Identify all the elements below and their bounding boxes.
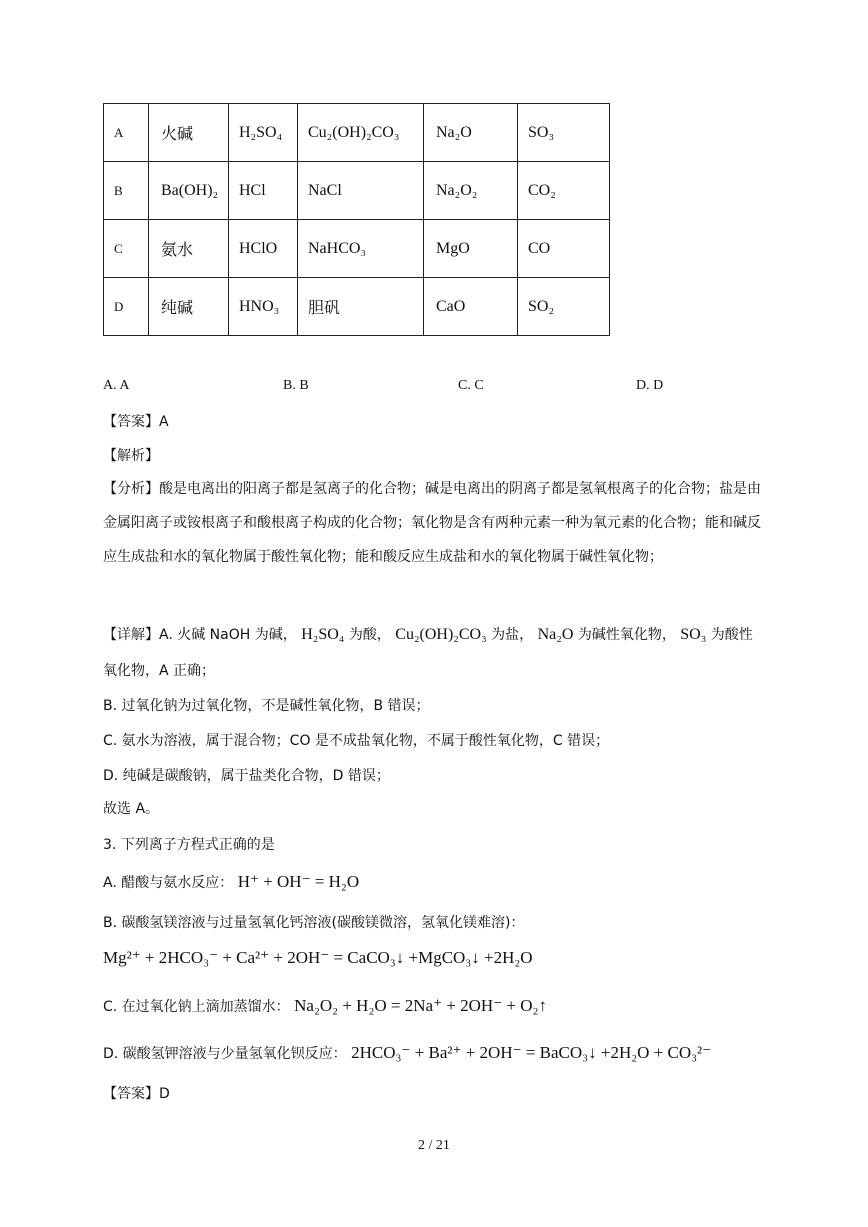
table-cell-c1: 火碱: [149, 104, 229, 162]
choice-a: A. A: [103, 378, 130, 393]
table-cell-c4: MgO: [424, 220, 518, 278]
q3-option-b-text: B. 碳酸氢镁溶液与过量氢氧化钙溶液(碳酸镁微溶，氢氧化镁难溶)：: [103, 915, 525, 931]
table-cell-c4: Na₂O: [424, 104, 518, 162]
table-cell-c5: CO₂: [518, 162, 610, 220]
table-cell-c1: 纯碱: [149, 278, 229, 336]
table-cell-label: D: [104, 278, 149, 336]
answer-choices: [103, 378, 703, 398]
formula-so3: SO₃: [680, 626, 707, 643]
table-cell-c2: HCl: [229, 162, 298, 220]
q2-detail-d: D. 纯碱是碳酸钠，属于盐类化合物，D 错误；: [103, 768, 390, 784]
detail-text: 为酸性: [710, 627, 753, 643]
table-cell-c2: HNO₃: [229, 278, 298, 336]
table-cell-c5: SO₂: [518, 278, 610, 336]
q3-b-equation: Mg²⁺ + 2HCO₃⁻ + Ca²⁺ + 2OH⁻ = CaCO₃↓ +MgCO₃↓ +2H₂O: [103, 948, 533, 967]
page-number: 2 / 21: [418, 1138, 450, 1153]
detail-text: 【详解】A. 火碱 NaOH 为碱，: [103, 627, 297, 643]
formula-h2so4: H₂SO₄: [301, 626, 345, 643]
q2-analysis-heading: 【解析】: [103, 448, 159, 464]
table-cell-c5: SO₃: [518, 104, 610, 162]
detail-text: 为盐，: [491, 627, 534, 643]
q2-answer: 【答案】A: [103, 414, 169, 430]
formula-na2o: Na₂O: [537, 626, 574, 643]
table-row: [104, 104, 610, 162]
detail-text: 为酸，: [348, 627, 391, 643]
table-cell-c2: H₂SO₄: [229, 104, 298, 162]
table-cell-c1: Ba(OH)₂: [149, 162, 229, 220]
q3-option-a: [103, 872, 359, 892]
choice-b: B. B: [283, 378, 309, 393]
q2-analysis: 【分析】酸是电离出的阳离子都是氢离子的化合物；碱是电离出的阴离子都是氢氧根离子的化合物；盐是由金属阳离子或铵根离子和酸根离子构成的化合物；氧化物是含有两种元素一种为氧元素的化合物；能和碱反应生成盐和水的氧化物属于酸性氧化物；能和酸反应生成盐和水的氧化物属于碱性氧化物；: [103, 481, 761, 565]
table-cell-c4: Na₂O₂: [424, 162, 518, 220]
table-cell-c3: Cu₂(OH)₂CO₃: [298, 104, 424, 162]
q3-option-d: [103, 1043, 711, 1063]
table-cell-c3: 胆矾: [298, 278, 424, 336]
table-cell-c3: NaCl: [298, 162, 424, 220]
q3-d-equation: 2HCO₃⁻ + Ba²⁺ + 2OH⁻ = BaCO₃↓ +2H₂O + CO₃²⁻: [351, 1043, 712, 1062]
q2-detail-line1: [103, 624, 753, 644]
q3-stem: 3. 下列离子方程式正确的是: [103, 837, 275, 853]
table-cell-c1: 氨水: [149, 220, 229, 278]
detail-text: 为碱性氧化物，: [577, 627, 676, 643]
table-row: [104, 278, 610, 336]
table-cell-c4: CaO: [424, 278, 518, 336]
table-row: [104, 162, 610, 220]
q2-conclusion: 故选 A。: [103, 801, 160, 817]
q3-c-equation: Na₂O₂ + H₂O = 2Na⁺ + 2OH⁻ + O₂↑: [294, 996, 547, 1015]
table-row: [104, 220, 610, 278]
q3-c-text: C. 在过氧化钠上滴加蒸馏水：: [103, 999, 290, 1015]
q3-answer: 【答案】D: [103, 1086, 170, 1102]
table-cell-c3: NaHCO₃: [298, 220, 424, 278]
choice-d: D. D: [636, 378, 664, 393]
options-table: [103, 103, 610, 336]
q2-detail-b: B. 过氧化钠为过氧化物，不是碱性氧化物，B 错误；: [103, 698, 430, 714]
table-cell-c5: CO: [518, 220, 610, 278]
table-cell-c2: HClO: [229, 220, 298, 278]
table-cell-label: C: [104, 220, 149, 278]
table-cell-label: A: [104, 104, 149, 162]
table-cell-label: B: [104, 162, 149, 220]
q3-option-c: [103, 996, 547, 1016]
q2-detail-c: C. 氨水为溶液，属于混合物；CO 是不成盐氧化物，不属于酸性氧化物，C 错误；: [103, 733, 610, 749]
q3-a-text: A. 醋酸与氨水反应：: [103, 875, 234, 891]
q2-detail-line2: 氧化物，A 正确；: [103, 663, 216, 679]
formula-cu2oh2co3: Cu₂(OH)₂CO₃: [395, 626, 487, 643]
q3-a-equation: H⁺ + OH⁻ = H₂O: [237, 872, 360, 891]
q3-d-text: D. 碳酸氢钾溶液与少量氢氧化钡反应：: [103, 1046, 347, 1062]
choice-c: C. C: [458, 378, 484, 393]
